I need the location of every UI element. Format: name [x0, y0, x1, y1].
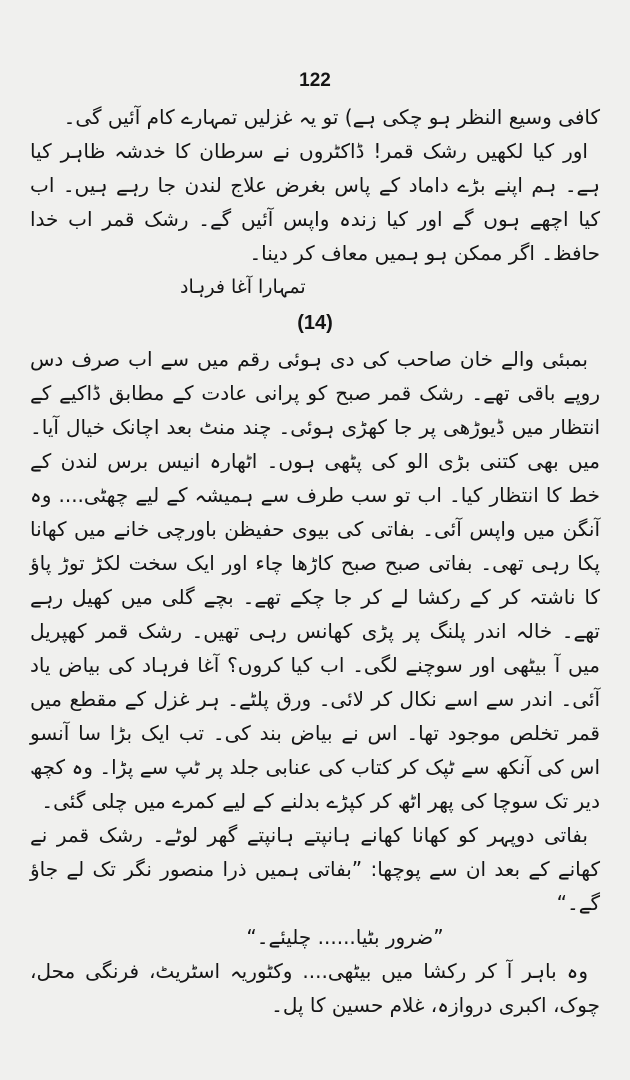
dialog-line: ”ضرور بٹیا...... چلیئے۔“ — [246, 925, 444, 949]
section-number: (14) — [297, 312, 333, 334]
page-number: 122 — [299, 70, 331, 91]
letter-paragraph-2: اور کیا لکھیں رشک قمر! ڈاکٹروں نے سرطان کا خدشہ ظاہر کیا ہے۔ ہم اپنے بڑے داماد کے پاس بغرض علاج لندن جا رہے ہیں۔ اب کیا اچھے ہوں گے اور کیا زندہ واپس آئیں گے۔ رشک قمر اب خدا حافظ۔ اگر ممکن ہو ہمیں معاف کر دینا۔ — [30, 139, 600, 265]
letter-signature: تمہارا آغا فرہاد — [180, 276, 306, 298]
story-paragraph-1: بمبئی والے خان صاحب کی دی ہوئی رقم میں سے اب صرف دس روپے باقی تھے۔ رشک قمر صبح کو پرانی عادت کے مطابق ڈاکیے کے انتظار میں ڈیوڑھی پر جا کھڑی ہوئی۔ چند منٹ بعد اچانک خیال آیا۔ میں بھی کتنی بڑی الو کی پٹھی ہوں۔ اٹھارہ انیس برس لندن کے خط کا انتظار کیا۔ اب تو سب طرف سے ہمیشہ کے لیے چھٹی.... وہ آنگن میں واپس آئی۔ بفاتی کی بیوی حفیظن باورچی خانے میں کھانا پکا رہی تھی۔ بفاتی صبح صبح کاڑھا چاء اور ایک سخت لکڑ توڑ پاؤ کا ناشتہ کر کے رکشا لے کر جا چکے تھے۔ بچے گلی میں کھیل رہے تھے۔ خالہ اندر پلنگ پر پڑی کھانس رہی تھیں۔ رشک قمر کھپریل میں آ بیٹھی اور سوچنے لگی۔ اب کیا کروں؟ آغا فرہاد کی بیاض یاد آئی۔ اندر سے اسے نکال کر لائی۔ ورق پلٹے۔ ہر غزل کے مقطع میں قمر تخلص موجود تھا۔ اس نے بیاض بند کی۔ تب ایک بڑا سا آنسو اس کی آنکھ سے ٹپک کر کتاب کی عنابی جلد پر ٹپ سے پڑا۔ وہ کچھ دیر تک سوچا کی پھر اٹھ کر کپڑے بدلنے کے لیے کمرے میں چلی گئی۔ — [30, 347, 600, 813]
letter-paragraph-1: کافی وسیع النظر ہو چکی ہے) تو یہ غزلیں تمہارے کام آئیں گی۔ — [63, 105, 600, 129]
letter-text — [30, 100, 600, 1022]
story-paragraph-2: بفاتی دوپہر کو کھانا کھانے ہانپتے ہانپتے گھر لوٹے۔ رشک قمر نے کھانے کے بعد ان سے پوچھا: ”بفاتی ہمیں ذرا منصور نگر تک لے جاؤ گے۔“ — [30, 823, 600, 915]
final-paragraph: وہ باہر آ کر رکشا میں بیٹھی.... وکٹوریہ اسٹریٹ، فرنگی محل، چوک، اکبری دروازہ، غلام حسین کا پل۔ — [30, 959, 600, 1017]
